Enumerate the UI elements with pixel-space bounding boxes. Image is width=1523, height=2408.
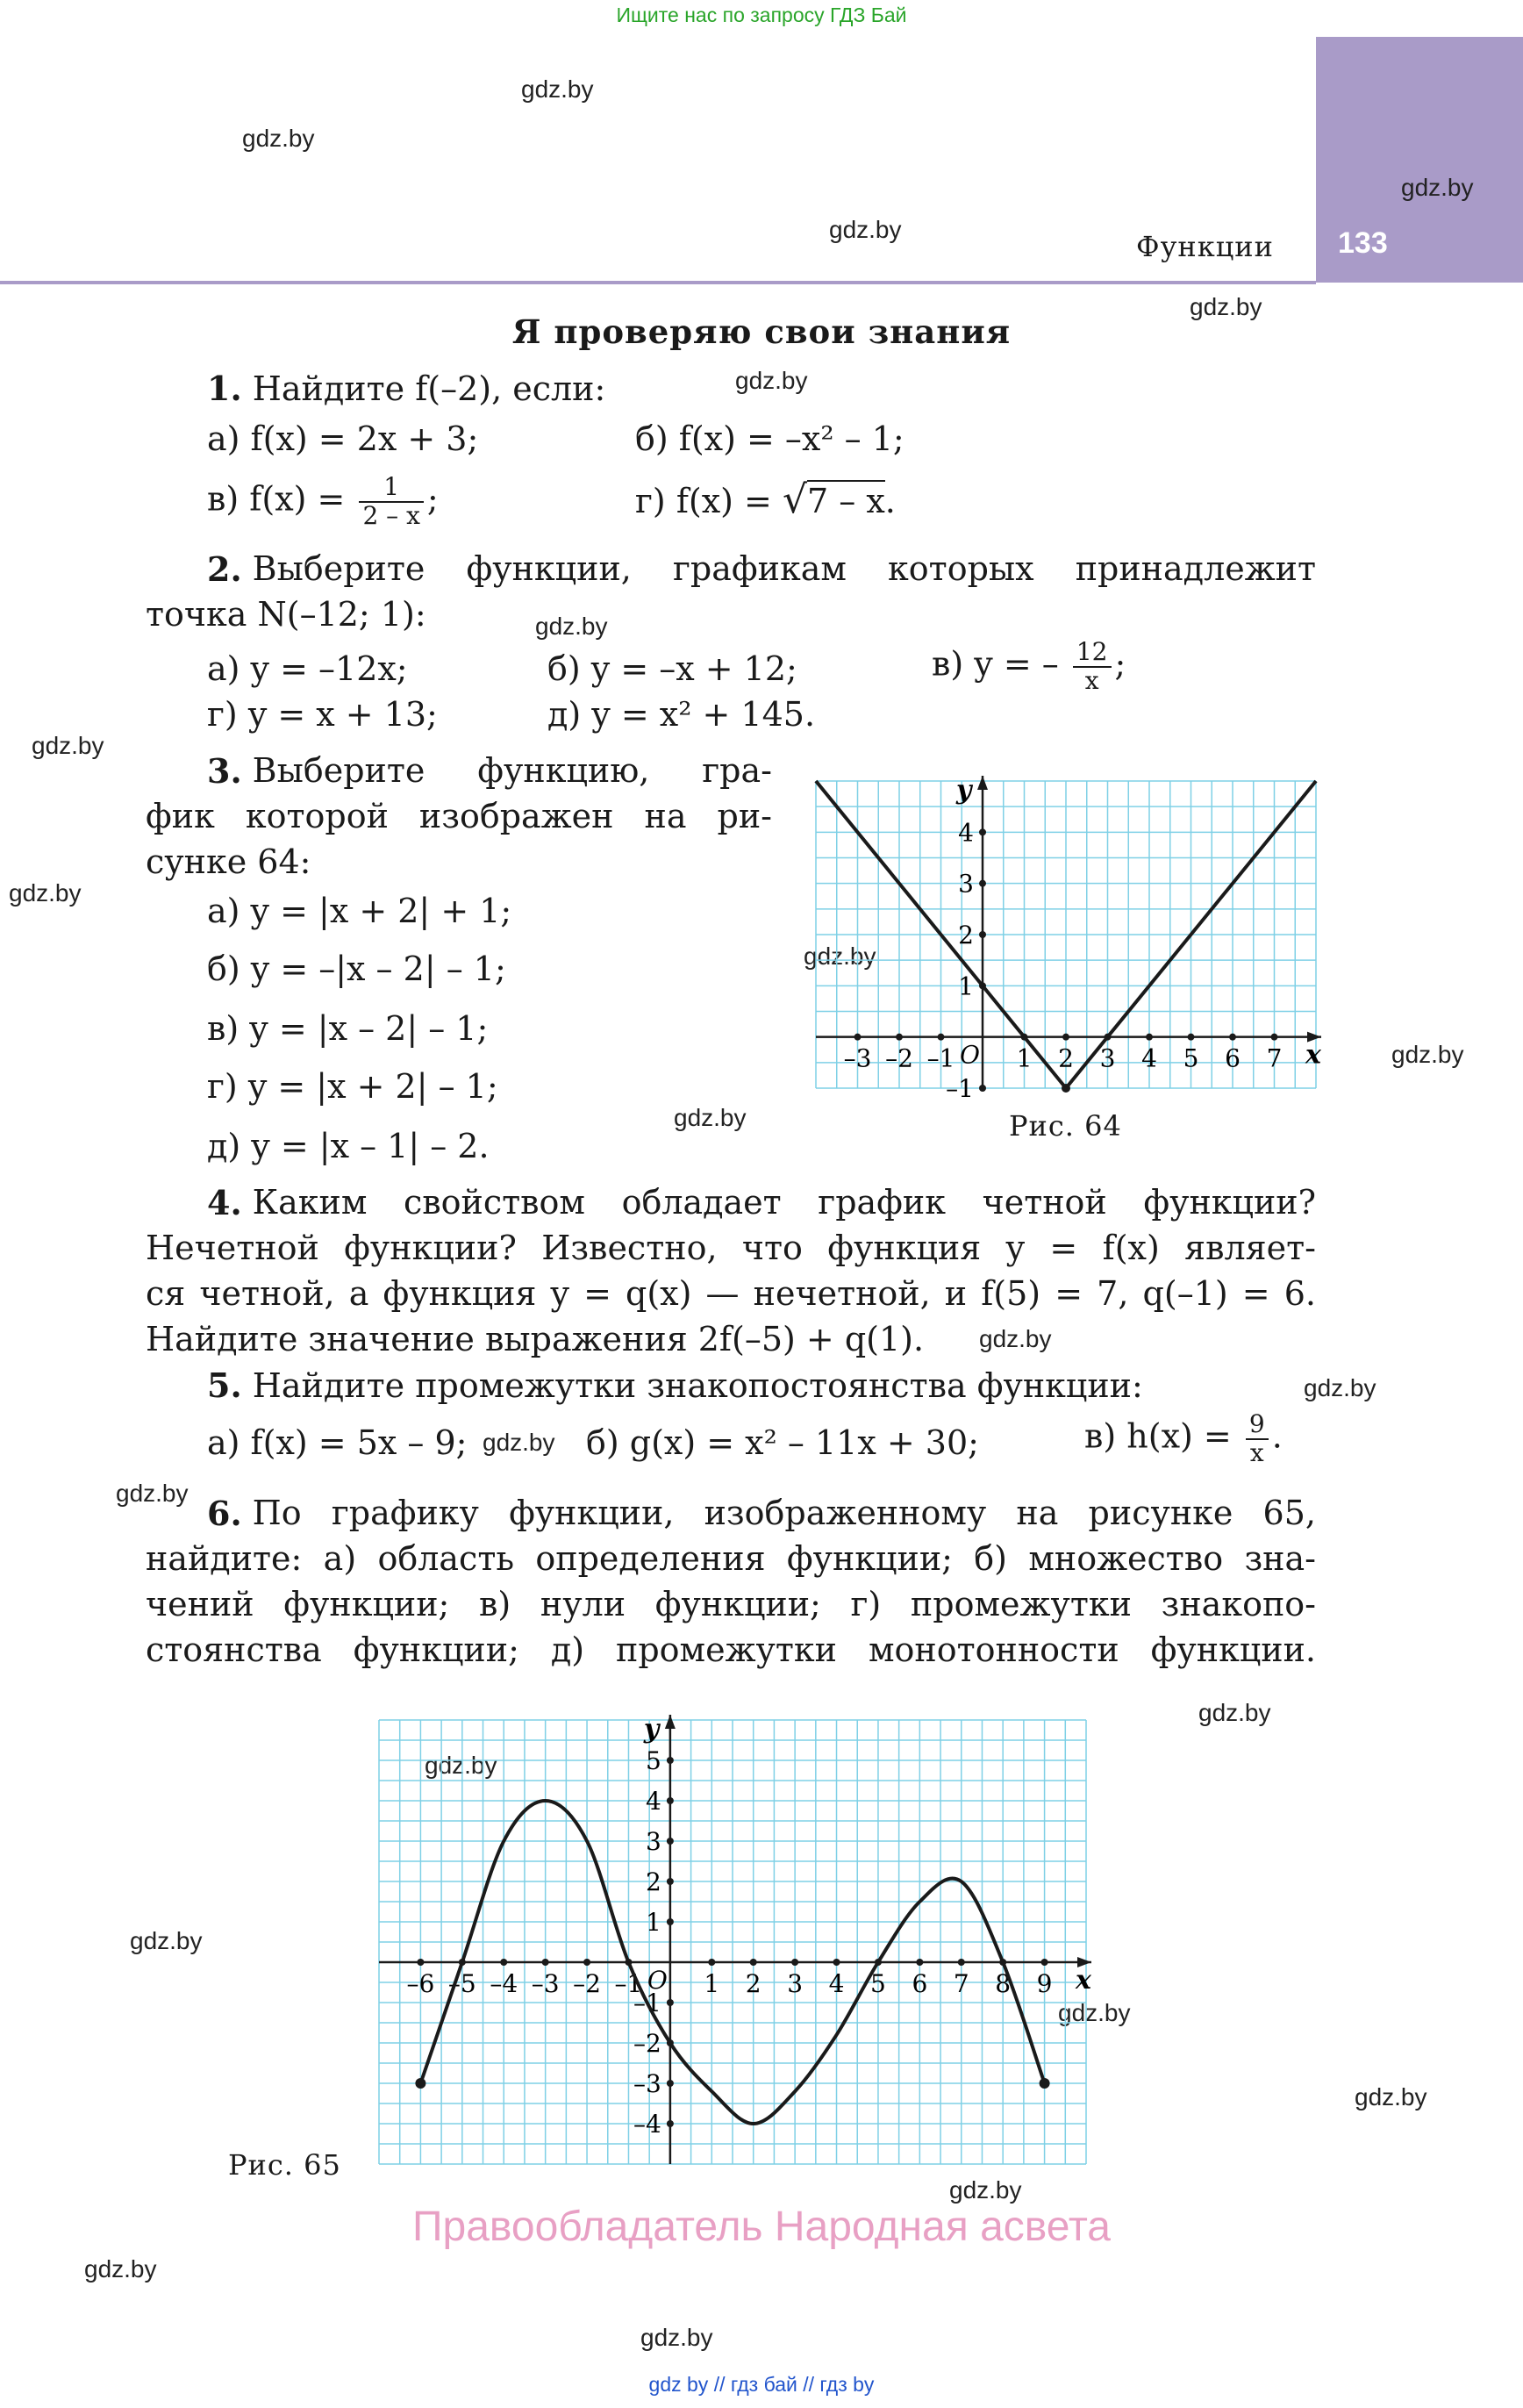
y-tick — [979, 931, 986, 938]
watermark: gdz.by — [804, 942, 876, 970]
q5-number: 5. — [207, 1365, 242, 1405]
q1-c-fraction — [359, 474, 423, 530]
y-axis-arrow — [977, 776, 988, 790]
y-tick — [979, 828, 986, 835]
q2-option-c — [932, 639, 1126, 695]
top-banner: Ищите нас по запросу ГДЗ Бай — [616, 4, 907, 26]
section-title: Я проверяю свои знания — [511, 312, 1012, 351]
watermark: gdz.by — [735, 367, 808, 394]
watermark: gdz.by — [130, 1927, 203, 1954]
x-tick — [1062, 1034, 1069, 1041]
q4-line1 — [207, 1183, 1316, 1223]
x-tick — [1146, 1034, 1153, 1041]
q1-d-suffix: . — [884, 482, 896, 520]
running-head: Функции — [1136, 230, 1274, 263]
watermark: gdz.by — [1198, 1699, 1271, 1726]
x-tick — [500, 1959, 507, 1966]
y-tick-label: 1 — [958, 971, 974, 1001]
q1-option-b: б) f(x) = –x² – 1; — [635, 419, 905, 458]
watermark: gdz.by — [1058, 1999, 1131, 2026]
y-tick-label: –1 — [633, 1989, 661, 2017]
watermark: gdz.by — [1401, 174, 1474, 201]
x-tick-label: –1 — [614, 1969, 643, 1998]
x-tick-label: –3 — [531, 1969, 560, 1998]
y-tick — [667, 1918, 674, 1925]
q1-c-prefix: в) f(x) = — [207, 479, 346, 519]
watermark: gdz.by — [1355, 2083, 1427, 2111]
y-axis-label: y — [956, 775, 972, 806]
q3-number: 3. — [207, 751, 242, 791]
watermark: gdz.by — [829, 216, 902, 243]
y-tick-label: 1 — [646, 1908, 661, 1937]
x-tick-label: 8 — [995, 1969, 1012, 1998]
q5-statement — [207, 1365, 1143, 1407]
x-tick-label: 6 — [912, 1969, 928, 1998]
q6-line3: чений функции; в) нули функции; г) промежутки знакопо- — [146, 1585, 1316, 1623]
x-tick — [1188, 1034, 1195, 1041]
q1-c-suffix: ; — [426, 479, 439, 519]
y-tick — [667, 2080, 674, 2087]
rights-holder: Правообладатель Народная асвета — [412, 2204, 1111, 2250]
q1-option-c — [207, 474, 439, 530]
q1-option-a: а) f(x) = 2x + 3; — [207, 419, 479, 458]
watermark: gdz.by — [483, 1429, 555, 1456]
x-tick-label: 4 — [828, 1969, 845, 1998]
q5-option-b: б) g(x) = x² – 11x + 30; — [586, 1423, 979, 1462]
y-tick — [667, 1878, 674, 1885]
page-number: 133 — [1338, 226, 1388, 260]
x-tick — [542, 1959, 549, 1966]
x-tick-label: 1 — [1016, 1043, 1033, 1073]
y-tick — [667, 1838, 674, 1845]
q3-line3: сунке 64: — [146, 842, 311, 881]
q5-option-a: а) f(x) = 5x – 9; — [207, 1423, 468, 1462]
y-tick-label: –2 — [633, 2029, 661, 2058]
x-tick-label: –2 — [885, 1043, 913, 1073]
x-tick-label: 3 — [1099, 1043, 1116, 1073]
q6-line4: стоянства функции; д) промежутки монотонности функции. — [146, 1630, 1316, 1669]
watermark: gdz.by — [32, 732, 104, 759]
q2-text-line1: Выберите функции, графикам которых принадлежит — [252, 549, 1316, 588]
y-tick-label: –3 — [633, 2069, 661, 2098]
x-tick-label: 5 — [870, 1969, 886, 1998]
sqrt-symbol: √ — [782, 477, 808, 522]
q3-option-d: г) y = |x + 2| – 1; — [207, 1067, 498, 1106]
x-axis-label: x — [1305, 1039, 1321, 1071]
figure-65-caption: Рис. 65 — [228, 2148, 341, 2182]
y-tick — [667, 2120, 674, 2127]
x-tick-label: 9 — [1036, 1969, 1053, 1998]
q1-statement — [207, 369, 605, 410]
q1-text: Найдите f(–2), если: — [252, 369, 606, 408]
watermark: gdz.by — [1190, 293, 1262, 320]
q4-line3: ся четной, а функция y = q(x) — нечетной, и f(5) = 7, q(–1) = 6. — [146, 1274, 1316, 1313]
x-tick — [854, 1034, 862, 1041]
q6-line2: найдите: а) область определения функции; б) множество зна- — [146, 1539, 1316, 1578]
q1-c-denominator: 2 – x — [362, 500, 420, 530]
x-axis-label: x — [1076, 1965, 1091, 1996]
q2-option-a: а) y = –12x; — [207, 649, 408, 688]
x-tick — [833, 1959, 840, 1966]
q2-c-denominator: x — [1084, 665, 1099, 695]
graph-vertex — [1062, 1084, 1070, 1093]
watermark: gdz.by — [949, 2176, 1022, 2204]
x-tick — [916, 1959, 923, 1966]
q6-text-line1: По графику функции, изображенному на рисунке 65, — [252, 1494, 1316, 1532]
x-tick — [1271, 1034, 1278, 1041]
q2-number: 2. — [207, 549, 242, 589]
figure-64-graph — [807, 772, 1325, 1097]
x-tick — [708, 1959, 715, 1966]
watermark: gdz.by — [1304, 1374, 1376, 1401]
q4-line4: Найдите значение выражения 2f(–5) + q(1). — [146, 1320, 925, 1358]
figure-64-caption: Рис. 64 — [1009, 1109, 1122, 1143]
q3-option-a: а) y = |x + 2| + 1; — [207, 892, 512, 930]
x-tick — [583, 1959, 590, 1966]
x-tick — [1229, 1034, 1236, 1041]
watermark: gdz.by — [116, 1480, 189, 1507]
q6-line1 — [207, 1494, 1316, 1534]
y-tick-label: 4 — [646, 1787, 661, 1816]
x-tick — [1041, 1959, 1048, 1966]
q2-c-prefix: в) y = – — [932, 644, 1059, 684]
graph-endpoint — [1040, 2078, 1050, 2089]
q2-c-suffix: ; — [1114, 644, 1126, 684]
x-tick-label: 7 — [1266, 1043, 1283, 1073]
x-tick-label: –4 — [490, 1969, 518, 1998]
x-tick-label: –6 — [406, 1969, 435, 1998]
y-tick-label: 2 — [646, 1867, 661, 1896]
bottom-banner: gdz by // гдз бай // гдз by — [648, 2373, 875, 2396]
y-tick-label: –4 — [633, 2110, 661, 2139]
watermark: gdz.by — [674, 1104, 747, 1131]
x-tick-label: 4 — [1141, 1043, 1157, 1073]
q5-c-suffix: . — [1271, 1416, 1283, 1456]
y-tick-label: 5 — [646, 1746, 661, 1775]
x-tick-label: –5 — [447, 1969, 476, 1998]
watermark: gdz.by — [979, 1325, 1052, 1352]
watermark: gdz.by — [640, 2324, 713, 2351]
q5-c-denominator: x — [1249, 1437, 1264, 1467]
q2-option-e: д) y = x² + 145. — [547, 695, 816, 734]
header-rule — [0, 281, 1316, 284]
q1-number: 1. — [207, 369, 242, 408]
x-tick-label: 3 — [787, 1969, 804, 1998]
q4-line2: Нечетной функции? Известно, что функция y = f(x) являет- — [146, 1229, 1316, 1267]
q2-line1 — [207, 549, 1316, 590]
q2-option-b: б) y = –x + 12; — [547, 649, 797, 688]
x-tick-label: 2 — [1058, 1043, 1074, 1073]
y-tick-label: 3 — [646, 1827, 661, 1856]
q2-line2: точка N(–12; 1): — [146, 595, 426, 634]
q1-option-d — [635, 477, 896, 524]
x-tick — [417, 1959, 424, 1966]
x-tick-label: 2 — [745, 1969, 762, 1998]
origin-label: O — [960, 1040, 980, 1070]
q4-number: 4. — [207, 1183, 242, 1222]
q6-number: 6. — [207, 1494, 242, 1533]
q3-option-e: д) y = |x – 1| – 2. — [207, 1127, 490, 1165]
y-tick-label: 3 — [958, 869, 974, 899]
figure-65-graph — [368, 1709, 1097, 2175]
x-tick-label: 1 — [704, 1969, 720, 1998]
q2-c-numerator: 12 — [1073, 639, 1112, 668]
q1-d-radicand: 7 – x — [807, 482, 885, 520]
x-tick-label: 6 — [1225, 1043, 1241, 1073]
x-tick — [938, 1034, 945, 1041]
watermark: gdz.by — [1391, 1041, 1464, 1068]
x-tick-label: 7 — [953, 1969, 969, 1998]
y-tick — [667, 1797, 674, 1804]
y-tick — [667, 1999, 674, 2006]
q1-c-numerator: 1 — [359, 474, 423, 503]
watermark: gdz.by — [84, 2255, 157, 2283]
q3-line1 — [207, 751, 772, 792]
y-tick — [979, 880, 986, 887]
y-axis-arrow — [665, 1715, 676, 1729]
watermark: gdz.by — [425, 1752, 497, 1779]
q5-option-c — [1084, 1411, 1283, 1467]
x-tick-label: 5 — [1183, 1043, 1199, 1073]
y-axis-label: y — [643, 1714, 660, 1745]
x-tick — [958, 1959, 965, 1966]
x-tick — [791, 1959, 798, 1966]
y-tick-label: –1 — [946, 1074, 974, 1097]
y-tick-label: 4 — [958, 818, 974, 848]
x-tick — [750, 1959, 757, 1966]
q3-line2: фик которой изображен на ри- — [146, 797, 772, 835]
watermark: gdz.by — [535, 613, 608, 640]
watermark: gdz.by — [242, 125, 315, 152]
x-tick-label: –2 — [573, 1969, 601, 1998]
q5-c-numerator: 9 — [1246, 1411, 1269, 1440]
origin-label: O — [647, 1966, 668, 1995]
y-tick — [667, 1757, 674, 1764]
q3-text-line1: Выберите функцию, гра- — [252, 751, 772, 790]
q3-option-c: в) y = |x – 2| – 1; — [207, 1009, 489, 1048]
watermark: gdz.by — [9, 879, 82, 907]
watermark: gdz.by — [521, 75, 594, 103]
graph-endpoint — [415, 2078, 425, 2089]
q5-text: Найдите промежутки знакопостоянства функции: — [252, 1366, 1143, 1405]
q2-c-fraction — [1073, 639, 1112, 695]
q4-text-line1: Каким свойством обладает график четной функции? — [252, 1183, 1316, 1222]
q5-c-fraction — [1246, 1411, 1269, 1467]
q5-c-prefix: в) h(x) = — [1084, 1416, 1232, 1456]
q3-option-b: б) y = –|x – 2| – 1; — [207, 950, 506, 988]
x-tick-label: –1 — [926, 1043, 955, 1073]
x-tick — [896, 1034, 903, 1041]
x-tick-label: –3 — [843, 1043, 872, 1073]
q2-option-d: г) y = x + 13; — [207, 695, 438, 734]
y-tick — [979, 1085, 986, 1092]
q1-d-prefix: г) f(x) = — [635, 482, 772, 520]
y-tick-label: 2 — [958, 921, 974, 950]
